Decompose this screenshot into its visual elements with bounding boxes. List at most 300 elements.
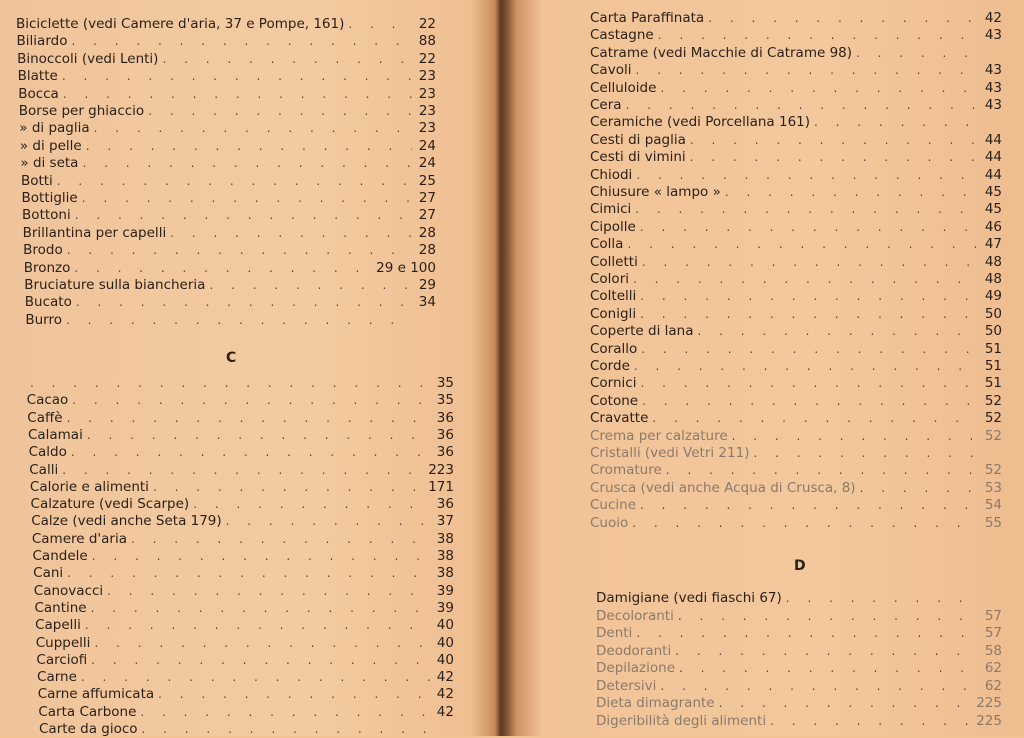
entry-page-number: 45: [984, 184, 1002, 200]
index-entry: [34, 600, 454, 617]
entry-page-number: 40: [436, 634, 454, 651]
dot-leader: [140, 704, 430, 721]
entry-page-number: 36: [436, 426, 454, 443]
dot-leader: [640, 219, 978, 236]
dot-leader: [635, 62, 978, 79]
dot-leader: [30, 375, 430, 392]
entry-page-number: 22: [418, 16, 436, 32]
dot-leader: [94, 635, 430, 652]
index-entry: [590, 358, 1002, 375]
entry-label: Cantine: [34, 599, 87, 616]
index-entry: [596, 608, 1002, 625]
section-letter-d: D: [794, 558, 806, 574]
entry-label: Capelli: [35, 617, 81, 634]
dot-leader: [626, 97, 978, 114]
dot-leader: [67, 410, 430, 427]
index-entry: [32, 531, 454, 548]
dot-leader: [107, 583, 430, 600]
dot-leader: [636, 167, 978, 184]
entry-page-number: 225: [976, 712, 1002, 729]
index-entry: [28, 427, 454, 444]
entry-label: Brillantina per capelli: [22, 224, 167, 241]
dot-leader: [91, 600, 430, 617]
entry-label: Cucine: [590, 497, 637, 514]
entry-page-number: 57: [984, 625, 1002, 641]
dot-leader: [82, 155, 412, 172]
entry-page-number: 62: [984, 677, 1002, 694]
index-entry: [24, 277, 436, 294]
entry-page-number: 53: [984, 479, 1002, 496]
dot-leader: [770, 713, 972, 730]
entry-page-number: 22: [418, 50, 436, 67]
dot-leader: [162, 51, 412, 68]
index-entry: [27, 410, 454, 427]
entry-page-number: 55: [984, 514, 1002, 531]
entry-page-number: 29 e 100: [376, 259, 436, 276]
entry-page-number: 225: [976, 695, 1002, 711]
entry-page-number: 43: [984, 79, 1002, 96]
index-entry: [38, 686, 454, 703]
index-entry: [590, 410, 1002, 427]
index-entry: [590, 341, 1002, 358]
entry-label: Caffè: [27, 409, 63, 426]
entry-label: Denti: [596, 625, 633, 641]
entry-label: Calze (vedi anche Seta 179): [31, 513, 222, 530]
entry-page-number: 40: [436, 617, 454, 634]
index-entry: [590, 219, 1002, 236]
entry-label: Damigiane (vedi fiaschi 67): [596, 590, 782, 606]
entry-page-number: 24: [418, 155, 436, 172]
index-entry: [36, 652, 454, 669]
dot-leader: [725, 184, 978, 201]
index-entry: [590, 132, 1002, 149]
entry-label: Corde: [590, 358, 630, 374]
dot-leader: [131, 531, 430, 548]
dot-leader: [640, 497, 978, 514]
entry-page-number: 39: [436, 582, 454, 599]
index-entry: [25, 312, 436, 329]
entry-label: Cuoio: [590, 514, 629, 531]
index-entry: [24, 260, 436, 277]
index-entry: [29, 462, 454, 479]
entry-page-number: 50: [984, 323, 1002, 340]
entry-page-number: 44: [984, 131, 1002, 148]
index-entry: [590, 236, 1002, 253]
entry-label: Corallo: [590, 340, 638, 357]
dot-leader: [85, 617, 430, 634]
index-entry: [590, 323, 1002, 340]
entry-label: Colori: [590, 271, 629, 287]
index-entry: [590, 149, 1002, 166]
index-entry: [30, 479, 454, 496]
entry-page-number: 57: [984, 607, 1002, 624]
index-entry: [33, 565, 454, 582]
entry-label: Binoccoli (vedi Lenti): [17, 50, 159, 67]
index-entry: [19, 103, 436, 120]
dot-leader: [209, 277, 412, 294]
entry-page-number: 44: [984, 166, 1002, 183]
dot-leader: [633, 271, 978, 288]
entry-page-number: 43: [984, 62, 1002, 79]
dot-leader: [193, 496, 430, 513]
entry-page-number: 48: [984, 271, 1002, 287]
dot-leader: [348, 16, 412, 33]
entry-page-number: 29: [418, 277, 436, 293]
entry-label: Calli: [29, 461, 59, 478]
dot-leader: [634, 358, 978, 375]
entry-label: Bruciature sulla biancheria: [24, 277, 206, 293]
entry-label: Cera: [590, 97, 622, 113]
entry-label: Candele: [32, 548, 88, 564]
entry-label: Colla: [590, 236, 624, 253]
dot-leader: [67, 242, 412, 259]
entry-page-number: 35: [436, 392, 454, 409]
dot-leader: [660, 80, 978, 97]
index-entry: [35, 617, 454, 634]
dot-leader: [640, 375, 978, 392]
index-entry: [34, 583, 454, 600]
dot-leader: [666, 462, 978, 479]
index-entry: [33, 548, 455, 565]
entry-label: Coperte di lana: [590, 323, 694, 340]
index-entry: [590, 462, 1002, 479]
dot-leader: [690, 132, 978, 149]
index-entry: [590, 62, 1002, 79]
index-entry: [590, 45, 1002, 62]
entry-page-number: 171: [428, 478, 454, 495]
index-entry: [20, 155, 436, 172]
entry-label: Dieta dimagrante: [596, 695, 715, 711]
dot-leader: [57, 173, 412, 190]
entry-label: Brodo: [23, 242, 63, 259]
entry-label: Burro: [25, 311, 62, 328]
entry-label: Borse per ghiaccio: [18, 103, 145, 119]
entry-page-number: 34: [418, 294, 436, 311]
entry-page-number: 42: [436, 686, 454, 703]
dot-leader: [81, 669, 430, 686]
dot-leader: [158, 686, 430, 703]
entry-label: Chiusure « lampo »: [590, 184, 721, 200]
index-entry: [20, 138, 436, 155]
entry-page-number: 42: [984, 10, 1002, 26]
entry-page-number: 54: [984, 497, 1002, 514]
dot-leader: [652, 410, 978, 427]
entry-label: Canovacci: [33, 582, 104, 599]
dot-leader: [708, 10, 978, 27]
index-entry: [17, 33, 436, 50]
section-letter-c: C: [226, 350, 237, 366]
entry-page-number: 42: [436, 703, 454, 720]
dot-leader: [148, 103, 412, 120]
entry-page-number: 52: [984, 392, 1002, 409]
entry-page-number: 48: [984, 253, 1002, 270]
entry-label: Detersivi: [596, 677, 657, 694]
entry-label: Ceramiche (vedi Porcellana 161): [590, 114, 811, 131]
left-page: [0, 0, 490, 736]
index-entry: [31, 496, 454, 513]
entry-page-number: 24: [418, 137, 436, 154]
entry-label: Caldo: [28, 444, 67, 461]
entry-page-number: 38: [436, 530, 454, 547]
entry-page-number: 38: [436, 565, 454, 582]
dot-leader: [814, 114, 978, 131]
entry-label: Cimici: [590, 201, 632, 218]
entry-page-number: 36: [436, 409, 454, 426]
entry-label: Cesti di paglia: [590, 131, 686, 148]
entry-page-number: 23: [418, 85, 436, 102]
entry-page-number: 43: [984, 97, 1002, 113]
entry-page-number: 52: [984, 410, 1002, 427]
entry-label: Carne affumicata: [37, 686, 155, 703]
entry-label: Crusca (vedi anche Acqua di Crusca, 8): [590, 479, 856, 496]
entry-label: Cotone: [590, 392, 639, 409]
entry-label: Bronzo: [23, 259, 71, 276]
dot-leader: [74, 260, 372, 277]
dot-leader: [860, 480, 978, 497]
index-entry: [37, 669, 454, 686]
entry-page-number: 42: [436, 669, 454, 686]
entry-page-number: 37: [436, 513, 454, 530]
entry-label: Depilazione: [596, 660, 676, 676]
entry-page-number: 23: [418, 103, 436, 119]
dot-leader: [86, 138, 412, 155]
dot-leader: [153, 479, 424, 496]
index-entry: [590, 393, 1002, 410]
entry-label: Calamai: [27, 426, 83, 443]
entry-page-number: 51: [984, 340, 1002, 357]
index-entry: [590, 497, 1002, 514]
entry-page-number: 47: [984, 236, 1002, 253]
entry-label: Bottiglie: [21, 190, 78, 206]
dot-leader: [732, 428, 978, 445]
entry-page-number: 50: [984, 305, 1002, 322]
entry-label: Cipolle: [590, 218, 636, 235]
index-entry: [590, 167, 1002, 184]
index-entry: [18, 86, 436, 103]
entry-page-number: 27: [418, 207, 436, 224]
dot-leader: [697, 323, 978, 340]
dot-leader: [856, 45, 978, 62]
entry-label: Cravatte: [590, 410, 649, 427]
entry-label: Catrame (vedi Macchie di Catrame 98): [590, 44, 853, 61]
dot-leader: [71, 444, 430, 461]
dot-leader: [142, 721, 430, 738]
index-entry: [38, 704, 454, 721]
entry-label: Bocca: [18, 85, 59, 102]
entry-page-number: 52: [984, 427, 1002, 444]
entry-page-number: 40: [436, 651, 454, 668]
index-entry: [590, 445, 1002, 462]
entry-label: Camere d'aria: [31, 530, 127, 547]
dot-leader: [91, 652, 430, 669]
index-entry: [590, 515, 1002, 532]
index-entry: [22, 190, 437, 207]
entry-label: Conigli: [590, 305, 637, 322]
index-entry: [590, 114, 1002, 131]
index-entry: [23, 225, 436, 242]
entry-label: Biciclette (vedi Camere d'aria, 37 e Pompe, 161): [16, 16, 345, 32]
entry-page-number: 28: [418, 224, 436, 241]
entry-label: Castagne: [590, 27, 654, 44]
index-entry: [590, 97, 1002, 114]
entry-page-number: 23: [418, 120, 436, 137]
index-entry: [590, 428, 1002, 445]
index-entry: [590, 375, 1002, 392]
index-entry: [23, 242, 436, 259]
index-entry: [26, 375, 454, 392]
dot-leader: [636, 625, 978, 642]
index-entry: [21, 173, 436, 190]
dot-leader: [75, 207, 412, 224]
entry-page-number: 23: [418, 68, 436, 85]
index-entry: [18, 68, 436, 85]
dot-leader: [87, 427, 430, 444]
dot-leader: [72, 392, 430, 409]
entry-label: Blatte: [17, 68, 58, 85]
dot-leader: [71, 33, 412, 50]
dot-leader: [642, 393, 978, 410]
entry-page-number: 51: [984, 358, 1002, 374]
entry-page-number: 35: [436, 375, 454, 391]
entry-page-number: 43: [984, 27, 1002, 44]
entry-label: Botti: [20, 172, 53, 189]
dot-leader: [640, 306, 978, 323]
dot-leader: [92, 548, 430, 565]
entry-label: Biliardo: [16, 33, 68, 50]
dot-leader: [627, 236, 978, 253]
entry-label: Deodoranti: [596, 642, 672, 659]
entry-page-number: 38: [436, 548, 454, 564]
dot-leader: [753, 445, 978, 462]
index-entry: [590, 10, 1002, 27]
entry-page-number: 36: [436, 444, 454, 461]
dot-leader: [675, 643, 978, 660]
index-entry: [31, 513, 454, 530]
index-entry: [22, 207, 436, 224]
entry-page-number: 27: [418, 190, 436, 206]
index-entry: [590, 271, 1002, 288]
entry-label: Calorie e alimenti: [29, 478, 149, 495]
entry-label: Bucato: [24, 294, 72, 311]
index-entry: [590, 27, 1002, 44]
index-entry: [25, 294, 436, 311]
entry-label: Carte da gioco: [39, 721, 138, 737]
entry-page-number: 88: [418, 33, 436, 50]
entry-page-number: 44: [984, 149, 1002, 166]
index-entry: [596, 713, 1002, 730]
index-entry: [590, 184, 1002, 201]
entry-label: Colletti: [590, 253, 638, 270]
entry-label: Carta Carbone: [38, 703, 137, 720]
entry-label: Decoloranti: [596, 607, 674, 624]
index-entry: [29, 444, 454, 461]
entry-label: Crema per calzature: [590, 427, 728, 444]
entry-label: Coltelli: [590, 288, 637, 305]
entry-page-number: 62: [984, 660, 1002, 676]
entry-label: » di paglia: [19, 120, 90, 137]
entry-page-number: 46: [984, 218, 1002, 235]
dot-leader: [642, 254, 978, 271]
dot-leader: [678, 608, 978, 625]
entry-label: Calzature (vedi Scarpe): [30, 496, 190, 513]
dot-leader: [641, 341, 978, 358]
dot-leader: [635, 201, 978, 218]
entry-label: Cavoli: [590, 62, 632, 79]
entry-page-number: 39: [436, 599, 454, 616]
entry-label: Celluloide: [590, 79, 657, 96]
dot-leader: [660, 678, 978, 695]
dot-leader: [632, 515, 978, 532]
index-entry: [36, 635, 454, 652]
dot-leader: [170, 225, 412, 242]
dot-leader: [658, 27, 978, 44]
entry-label: Chiodi: [590, 166, 633, 183]
entry-page-number: 36: [436, 496, 454, 513]
index-entry: [590, 80, 1002, 97]
dot-leader: [82, 190, 412, 207]
index-entry: [590, 201, 1002, 218]
dot-leader: [226, 513, 430, 530]
entry-label: Carta Paraffinata: [590, 10, 705, 26]
dot-leader: [640, 288, 978, 305]
entry-label: Digeribilità degli alimenti: [596, 712, 767, 729]
dot-leader: [690, 149, 978, 166]
entry-label: » di pelle: [19, 137, 82, 154]
entry-label: Cornici: [590, 375, 637, 392]
index-entry: [39, 721, 454, 738]
index-entry: [590, 306, 1002, 323]
entry-label: Cristalli (vedi Vetri 211): [590, 445, 750, 461]
dot-leader: [94, 120, 412, 137]
index-entry: [596, 643, 1002, 660]
entry-label: Cesti di vimini: [590, 149, 686, 166]
index-entry: [590, 288, 1002, 305]
entry-label: Cuppelli: [35, 634, 91, 651]
entry-page-number: 49: [984, 288, 1002, 305]
dot-leader: [786, 590, 978, 607]
dot-leader: [679, 660, 978, 677]
entry-page-number: 25: [418, 172, 436, 189]
entry-page-number: 52: [984, 462, 1002, 479]
index-entry: [596, 660, 1002, 677]
index-entry: [596, 625, 1002, 642]
dot-leader: [66, 312, 412, 329]
index-entry: [27, 392, 454, 409]
dot-leader: [67, 565, 430, 582]
index-entry: [590, 480, 1002, 497]
dot-leader: [62, 68, 412, 85]
entry-label: Cani: [33, 565, 64, 582]
index-entry: [19, 120, 436, 137]
index-entry: [596, 678, 1002, 695]
entry-page-number: 28: [418, 242, 436, 259]
entry-label: Cromature: [590, 462, 662, 479]
entry-label: Carne: [37, 669, 77, 686]
index-entry: [596, 695, 1002, 712]
index-entry: [17, 51, 436, 68]
entry-page-number: 58: [984, 642, 1002, 659]
entry-page-number: 45: [984, 201, 1002, 218]
entry-label: Carciofi: [36, 651, 88, 668]
entry-label: » di seta: [20, 155, 79, 172]
index-entry: [596, 590, 1002, 607]
index-entry: [16, 16, 436, 33]
dot-leader: [76, 294, 412, 311]
entry-label: Bottoni: [22, 207, 71, 224]
entry-page-number: 223: [428, 461, 454, 478]
right-page: [512, 0, 1024, 736]
entry-page-number: 51: [984, 375, 1002, 392]
